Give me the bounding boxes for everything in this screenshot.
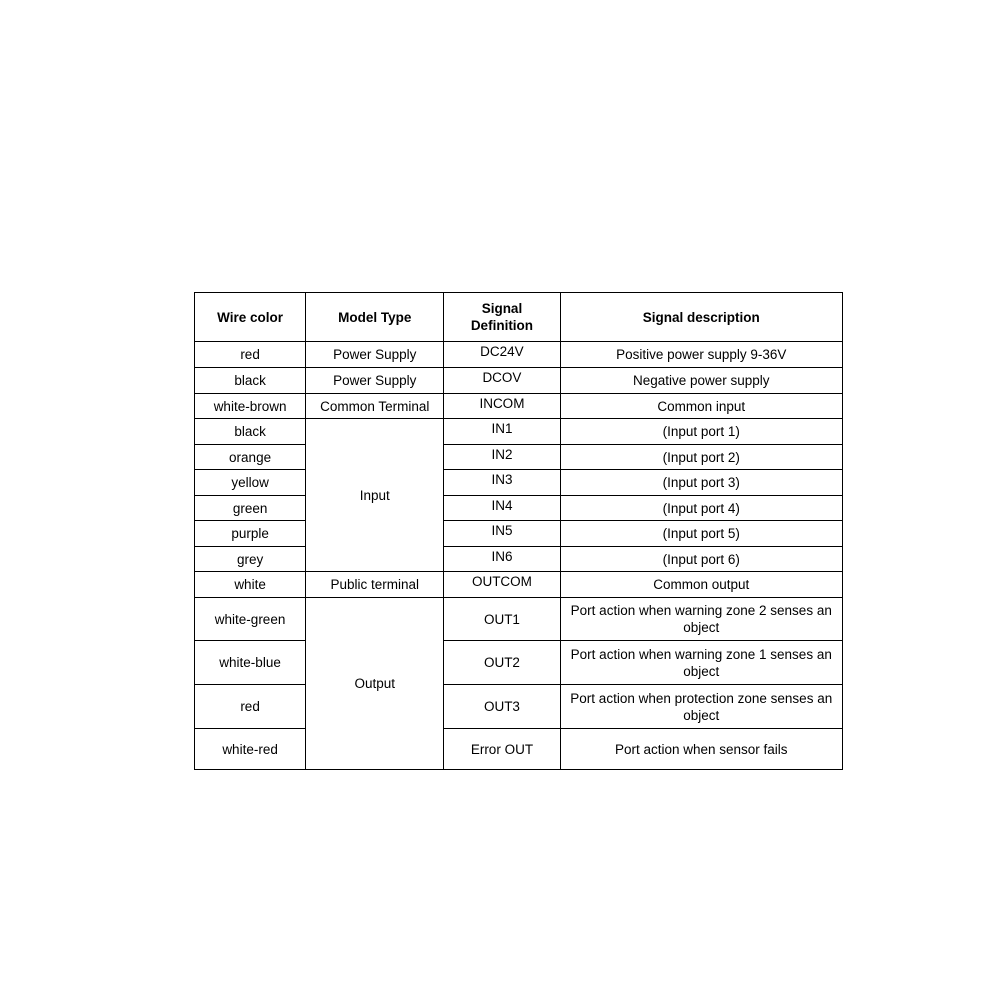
table-row xyxy=(195,598,843,641)
signal-description-cell: (Input port 6) xyxy=(560,547,842,572)
table-row xyxy=(195,572,843,598)
signal-description-cell: Common input xyxy=(560,394,842,419)
table-header-row xyxy=(195,293,843,342)
wire-color-cell: red xyxy=(195,342,306,368)
signal-definition-cell: DCOV xyxy=(444,368,560,394)
table-row xyxy=(195,685,843,729)
wire-color-cell: white-blue xyxy=(195,641,306,685)
table-row xyxy=(195,394,843,419)
signal-definition-cell: Error OUT xyxy=(444,729,560,770)
signal-description-cell: Negative power supply xyxy=(560,368,842,394)
wiring-table xyxy=(194,292,843,770)
signal-definition-cell: OUTCOM xyxy=(444,572,560,598)
wire-color-cell: grey xyxy=(195,547,306,572)
signal-definition-cell: IN4 xyxy=(444,496,560,521)
table-row xyxy=(195,419,843,445)
table-row xyxy=(195,342,843,368)
model-type-cell: Public terminal xyxy=(306,572,444,598)
model-type-cell: Common Terminal xyxy=(306,394,444,419)
signal-description-cell: (Input port 3) xyxy=(560,470,842,496)
signal-definition-cell: INCOM xyxy=(444,394,560,419)
signal-description-cell: (Input port 4) xyxy=(560,496,842,521)
model-type-cell: Input xyxy=(306,419,444,572)
header-model-type: Model Type xyxy=(306,293,444,342)
header-wire-color: Wire color xyxy=(195,293,306,342)
signal-description-cell: (Input port 2) xyxy=(560,445,842,470)
header-signal-definition: Signal Definition xyxy=(444,293,560,342)
wire-color-cell: black xyxy=(195,368,306,394)
wire-color-cell: yellow xyxy=(195,470,306,496)
wire-color-cell: white-red xyxy=(195,729,306,770)
wire-color-cell: white-green xyxy=(195,598,306,641)
signal-definition-cell: IN3 xyxy=(444,470,560,496)
model-type-cell: Power Supply xyxy=(306,368,444,394)
table-row xyxy=(195,729,843,770)
table-row xyxy=(195,445,843,470)
signal-description-cell: Port action when warning zone 2 senses an object xyxy=(560,598,842,641)
wire-color-cell: white-brown xyxy=(195,394,306,419)
signal-description-cell: Port action when protection zone senses an object xyxy=(560,685,842,729)
model-type-cell: Power Supply xyxy=(306,342,444,368)
wire-color-cell: green xyxy=(195,496,306,521)
wire-color-cell: black xyxy=(195,419,306,445)
signal-definition-cell: DC24V xyxy=(444,342,560,368)
signal-definition-cell: OUT1 xyxy=(444,598,560,641)
signal-definition-cell: IN2 xyxy=(444,445,560,470)
wire-color-cell: purple xyxy=(195,521,306,547)
signal-description-cell: Positive power supply 9-36V xyxy=(560,342,842,368)
wire-color-cell: red xyxy=(195,685,306,729)
table-row xyxy=(195,547,843,572)
signal-description-cell: Port action when warning zone 1 senses an object xyxy=(560,641,842,685)
signal-description-cell: (Input port 1) xyxy=(560,419,842,445)
signal-description-cell: Port action when sensor fails xyxy=(560,729,842,770)
signal-description-cell: (Input port 5) xyxy=(560,521,842,547)
signal-description-cell: Common output xyxy=(560,572,842,598)
table-row xyxy=(195,641,843,685)
wire-color-cell: orange xyxy=(195,445,306,470)
signal-definition-cell: IN6 xyxy=(444,547,560,572)
table-row xyxy=(195,470,843,496)
signal-definition-cell: OUT3 xyxy=(444,685,560,729)
table-row xyxy=(195,496,843,521)
wire-color-cell: white xyxy=(195,572,306,598)
signal-definition-cell: OUT2 xyxy=(444,641,560,685)
signal-definition-cell: IN1 xyxy=(444,419,560,445)
header-signal-description: Signal description xyxy=(560,293,842,342)
model-type-cell: Output xyxy=(306,598,444,770)
table-row xyxy=(195,368,843,394)
table-row xyxy=(195,521,843,547)
signal-definition-cell: IN5 xyxy=(444,521,560,547)
